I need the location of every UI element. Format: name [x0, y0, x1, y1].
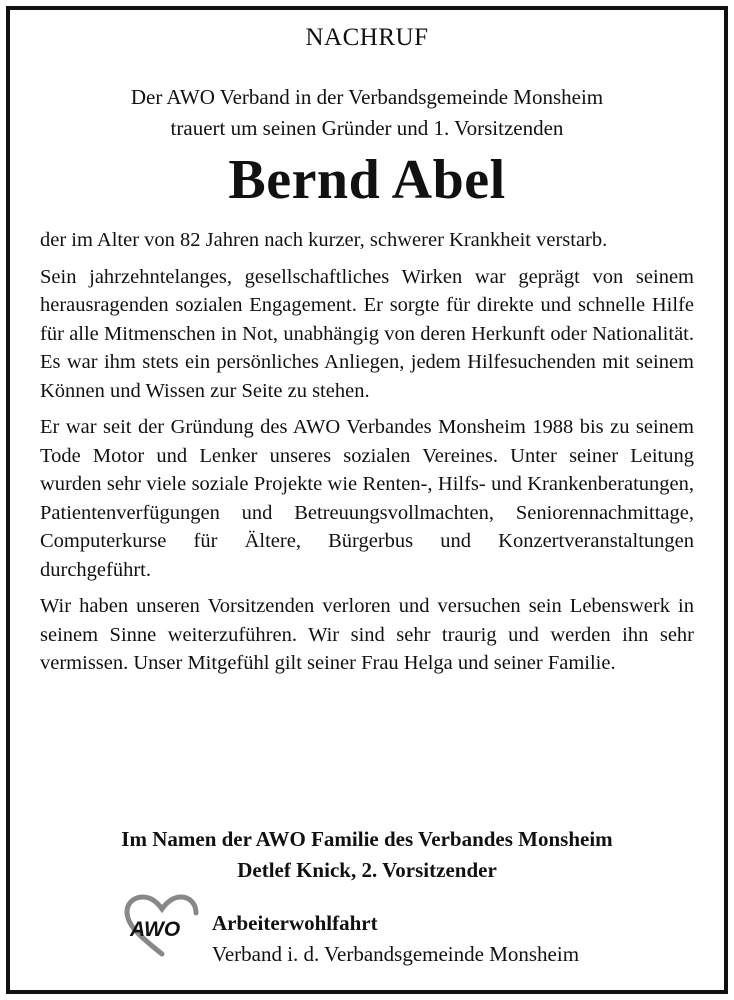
- intro-text: [0, 82, 734, 144]
- intro-line-1: Der AWO Verband in der Verbandsgemeinde Monsheim: [130, 85, 604, 109]
- organization-subtitle: Verband i. d. Verbandsgemeinde Monsheim: [212, 942, 580, 966]
- organization-name: Arbeiterwohlfahrt: [212, 911, 378, 935]
- signature-block: [0, 824, 734, 886]
- organization-footer: [122, 894, 712, 974]
- paragraph-3: Er war seit der Gründung des AWO Verbandes Monsheim 1988 bis zu seinem Tode Motor und Lenker unseres sozialen Vereines. Unter seiner Leitung wurden sehr viele soziale Projekte wie Renten-, Hilfs- und Krankenberatungen, Patientenverfügungen und Betreuungsvollmachten, Seniorennachmittage, Computerkurse für Ältere, Bürgerbus und Konzertveranstaltungen durchgeführt.: [40, 416, 694, 581]
- signature-line-1: Im Namen der AWO Familie des Verbandes Monsheim: [121, 827, 613, 851]
- organization-text: [212, 908, 579, 970]
- paragraph-4: Wir haben unseren Vorsitzenden verloren und versuchen sein Lebenswerk in seinem Sinne weiterzuführen. Wir sind sehr traurig und werden ihn sehr vermissen. Unser Mitgefühl gilt seiner Frau Helga und seiner Familie.: [40, 595, 694, 674]
- awo-heart-logo-icon: [122, 894, 200, 958]
- deceased-name: Bernd Abel: [228, 149, 506, 211]
- obituary-body: [40, 226, 694, 686]
- paragraph-2: Sein jahrzehntelanges, gesellschaftliches Wirken war geprägt von seinem herausragenden sozialen Engagement. Er sorgte für direkte und schnelle Hilfe für alle Mitmenschen in Not, unabhängig von deren Herkunft oder Nationalität. Es war ihm stets ein persönliches Anliegen, jedem Hilfesuchenden mit seinem Können und Wissen zur Seite zu stehen.: [40, 265, 694, 402]
- paragraph-1: der im Alter von 82 Jahren nach kurzer, schwerer Krankheit verstarb.: [40, 229, 608, 251]
- signature-line-2: Detlef Knick, 2. Vorsitzender: [237, 858, 497, 882]
- notice-heading: NACHRUF: [305, 24, 429, 51]
- intro-line-2: trauert um seinen Gründer und 1. Vorsitzenden: [170, 116, 564, 140]
- logo-text: AWO: [130, 918, 181, 941]
